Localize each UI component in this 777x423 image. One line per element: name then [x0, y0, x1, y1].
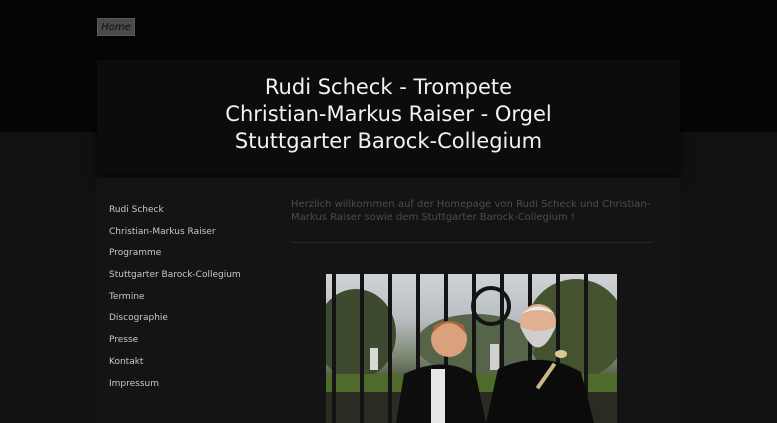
home-tab[interactable]: Home — [97, 18, 135, 36]
site-title — [97, 74, 680, 155]
sidebar-item-discographie[interactable]: Discographie — [109, 313, 168, 324]
sidebar-item-barock-collegium[interactable]: Stuttgarter Barock-Collegium — [109, 270, 241, 281]
sidebar-item-rudi-scheck[interactable]: Rudi Scheck — [109, 205, 164, 215]
musicians-photo-illustration — [326, 274, 617, 423]
sidebar-item-termine[interactable]: Termine — [109, 291, 145, 302]
sidebar-item-impressum[interactable]: Impressum — [109, 378, 160, 389]
sidebar-nav — [109, 200, 279, 395]
sidebar-item-kontakt[interactable]: Kontakt — [109, 356, 144, 367]
sidebar-item-programme[interactable]: Programme — [109, 248, 162, 259]
site-title-line: Rudi Scheck - Trompete — [264, 75, 513, 99]
content-divider — [291, 242, 653, 243]
site-title-line: Stuttgarter Barock-Collegium — [234, 129, 543, 153]
sidebar-item-presse[interactable]: Presse — [109, 335, 139, 346]
sidebar-item-christian-markus-raiser[interactable]: Christian-Markus Raiser — [109, 226, 216, 237]
site-title-line: Christian-Markus Raiser - Orgel — [225, 102, 552, 126]
header-banner — [97, 60, 680, 172]
welcome-text: Herzlich willkommen auf der Homepage von Rudi Scheck und Christian-Markus Raiser sowie dem Stuttgarter Barock-Collegium ! — [291, 199, 651, 223]
musicians-photo — [326, 274, 617, 423]
